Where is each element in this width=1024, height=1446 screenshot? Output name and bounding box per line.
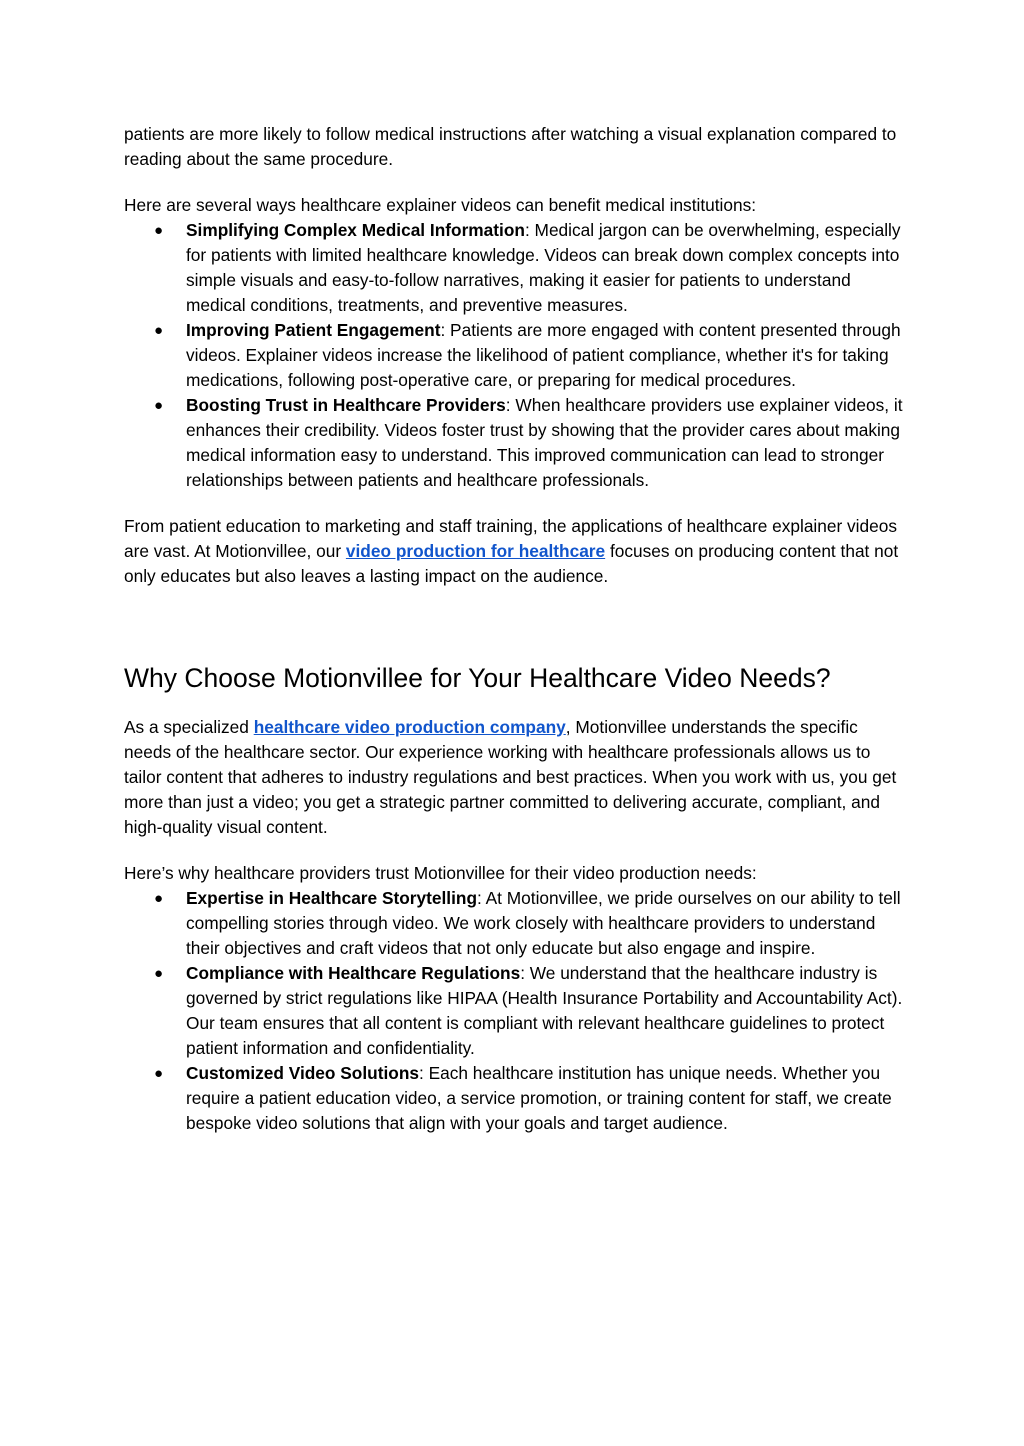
list-item-text: : Patients are more engaged with content presented through videos. Explainer videos increase the likelihood of patient compliance, whether it's for taking medications, following post-operative care, or preparing for medical procedures. (186, 320, 901, 390)
healthcare-company-link[interactable]: healthcare video production company (253, 717, 566, 737)
list-item-title: Expertise in Healthcare Storytelling (186, 888, 477, 908)
list-item-text: : Medical jargon can be overwhelming, especially for patients with limited healthcare knowledge. Videos can break down complex concepts into simple visuals and easy-to-follow narratives, making it easier for patients to understand medical conditions, treatments, and preventive measures. (186, 220, 901, 315)
list-item (124, 318, 904, 393)
bullet-icon: ● (154, 965, 164, 982)
reasons-intro: Here’s why healthcare providers trust Motionvillee for their video production needs: (124, 863, 757, 883)
list-item-title: Compliance with Healthcare Regulations (186, 963, 521, 983)
section-heading-wrap (124, 661, 904, 695)
intro-paragraph: patients are more likely to follow medical instructions after watching a visual explanation compared to reading about the same procedure. (124, 124, 897, 169)
bullet-icon: ● (154, 890, 164, 907)
list-item (124, 961, 904, 1061)
list-item-title: Simplifying Complex Medical Information (186, 220, 525, 240)
benefits-intro: Here are several ways healthcare explainer videos can benefit medical institutions: (124, 195, 757, 215)
video-production-link[interactable]: video production for healthcare (345, 541, 606, 561)
specialized-text-before: As a specialized (124, 717, 254, 737)
list-item (124, 393, 904, 493)
bullet-icon: ● (154, 397, 164, 414)
bullet-icon: ● (154, 1065, 164, 1082)
list-item-text: : When healthcare providers use explainer videos, it enhances their credibility. Videos foster trust by showing that the provider cares about making medical information easy to understand. This improved communication can lead to stronger relationships between patients and healthcare professionals. (186, 395, 903, 490)
applications-text-after: focuses on producing content that not only educates but also leaves a lasting impact on the audience. (124, 541, 899, 586)
list-item-text: : We understand that the healthcare industry is governed by strict regulations like HIPAA (Health Insurance Portability and Accountability Act). Our team ensures that all content is compliant with relevant healthcare guidelines to protect patient information and confidentiality. (186, 963, 903, 1058)
list-item (124, 886, 904, 961)
applications-paragraph (124, 514, 904, 589)
document-page (124, 122, 904, 1136)
bullet-icon: ● (154, 322, 164, 339)
list-item-text: : At Motionvillee, we pride ourselves on our ability to tell compelling stories through video. We work closely with healthcare providers to understand their objectives and craft videos that not only educate but also engage and inspire. (186, 888, 901, 958)
list-item-title: Improving Patient Engagement (186, 320, 441, 340)
applications-text-before: From patient education to marketing and staff training, the applications of healthcare explainer videos are vast. At Motionvillee, our (124, 516, 897, 561)
specialized-text-after: , Motionvillee understands the specific needs of the healthcare sector. Our experience working with healthcare professionals allows us to tailor content that adheres to industry regulations and best practices. When you work with us, you get more than just a video; you get a strategic partner committed to delivering accurate, compliant, and high-quality visual content. (124, 717, 897, 837)
list-item (124, 218, 904, 318)
list-item (124, 1061, 904, 1136)
bullet-icon: ● (154, 222, 164, 239)
reasons-list (124, 886, 904, 1136)
list-item-text: : Each healthcare institution has unique needs. Whether you require a patient education video, a service promotion, or training content for staff, we create bespoke video solutions that align with your goals and target audience. (186, 1063, 892, 1133)
benefits-list (124, 218, 904, 493)
list-item-title: Customized Video Solutions (186, 1063, 419, 1083)
list-item-title: Boosting Trust in Healthcare Providers (186, 395, 506, 415)
specialized-paragraph (124, 715, 904, 840)
section-heading: Why Choose Motionvillee for Your Healthcare Video Needs? (124, 663, 831, 693)
